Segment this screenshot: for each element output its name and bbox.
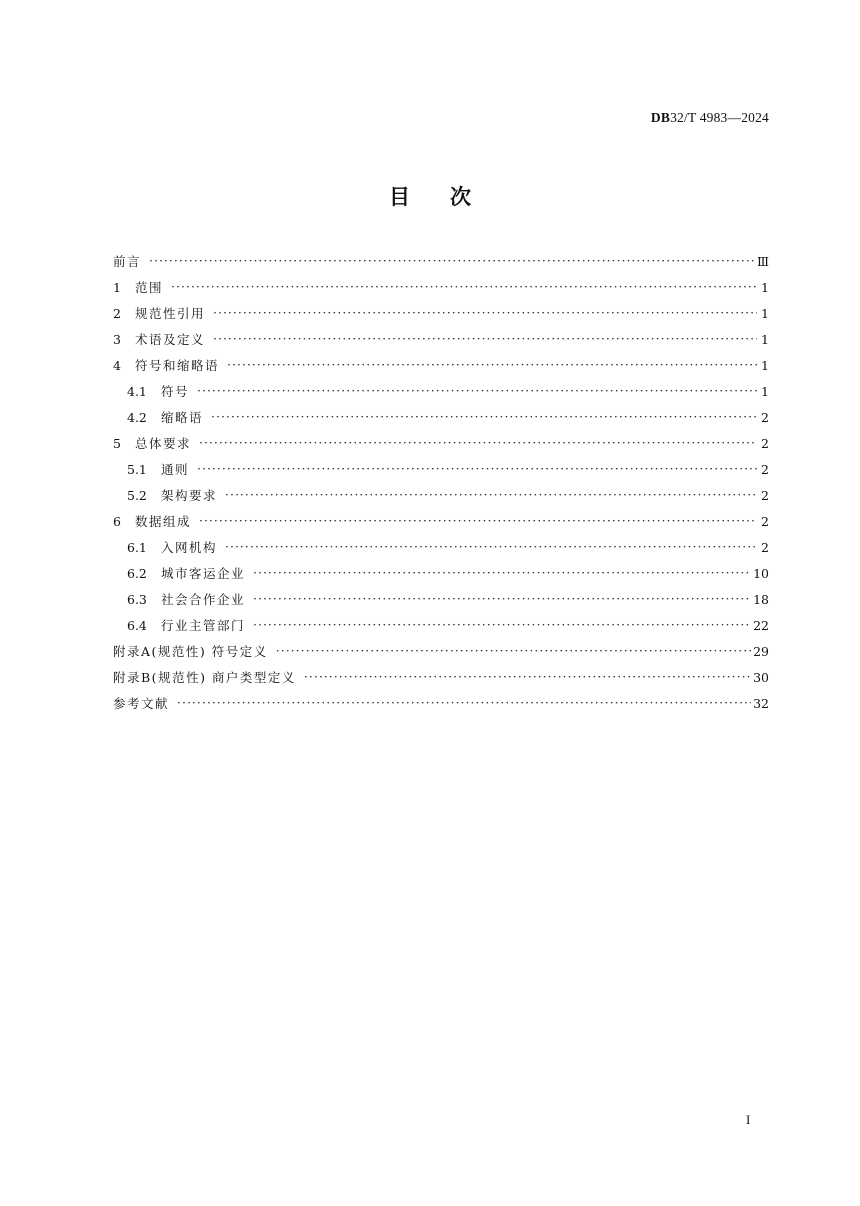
toc-entry-page: 1 (761, 358, 769, 373)
toc-entry-title: 架构要求 (161, 488, 218, 503)
toc-entry-title: 行业主管部门 (161, 618, 246, 633)
toc-entry-number: 6.1 (127, 540, 147, 555)
toc-entry[interactable] (113, 616, 769, 642)
toc-dot-leader (276, 644, 751, 657)
toc-dot-leader (149, 254, 755, 267)
toc-entry[interactable] (113, 460, 769, 486)
toc-entry-number: 5.2 (127, 488, 147, 503)
toc-entry[interactable] (113, 668, 769, 694)
toc-entry-number: 5.1 (127, 462, 147, 477)
toc-dot-leader (213, 306, 757, 319)
toc-entry[interactable] (113, 304, 769, 330)
toc-entry-title: 总体要求 (135, 436, 192, 451)
toc-entry-number: 6.3 (127, 592, 147, 607)
toc-entry-page: 1 (761, 280, 769, 295)
toc-entry-page: 2 (761, 436, 769, 451)
toc-dot-leader (227, 358, 757, 371)
toc-entry-title: 符号和缩略语 (135, 358, 220, 373)
toc-entry[interactable] (113, 252, 769, 278)
toc-entry-page: 2 (761, 540, 769, 555)
toc-entry-number: 5 (113, 436, 121, 451)
toc-dot-leader (177, 696, 751, 709)
toc-entry-page: 2 (761, 462, 769, 477)
toc-entry-number: 4.2 (127, 410, 147, 425)
toc-entry-title: 附录B(规范性) 商户类型定义 (113, 670, 296, 685)
toc-entry[interactable] (113, 356, 769, 382)
toc-entry-title: 城市客运企业 (161, 566, 246, 581)
document-code-prefix: DB (650, 110, 671, 125)
toc-entry-title: 附录A(规范性) 符号定义 (113, 644, 268, 659)
toc-entry[interactable] (113, 278, 769, 304)
toc-entry-number: 2 (113, 306, 121, 321)
toc-dot-leader (253, 618, 751, 631)
toc-entry-title: 范围 (135, 280, 164, 295)
toc-entry-page: 30 (753, 670, 769, 685)
toc-entry-title: 入网机构 (161, 540, 218, 555)
toc-entry-page: 2 (761, 410, 769, 425)
toc-dot-leader (213, 332, 757, 345)
toc-entry-number: 6 (113, 514, 121, 529)
toc-entry-page: Ⅲ (756, 254, 769, 269)
toc-entry[interactable] (113, 564, 769, 590)
toc-entry[interactable] (113, 434, 769, 460)
page-number: I (746, 1112, 751, 1127)
toc-entry-page: 1 (761, 306, 769, 321)
toc-entry-page: 10 (753, 566, 769, 581)
toc-entry-title: 规范性引用 (135, 306, 206, 321)
toc-entry-number: 4 (113, 358, 121, 373)
toc-dot-leader (304, 670, 751, 683)
toc-entry[interactable] (113, 486, 769, 512)
toc-entry[interactable] (113, 694, 769, 720)
toc-entry[interactable] (113, 330, 769, 356)
toc-dot-leader (225, 488, 757, 501)
toc-entry-title: 通则 (161, 462, 190, 477)
toc-entry-page: 22 (753, 618, 769, 633)
toc-entry-title: 前言 (113, 254, 142, 269)
toc-entry-page: 2 (761, 488, 769, 503)
toc-entry-page: 1 (761, 332, 769, 347)
toc-entry-page: 2 (761, 514, 769, 529)
toc-entry[interactable] (113, 512, 769, 538)
toc-title: 目次 (389, 185, 511, 209)
toc-dot-leader (197, 462, 757, 475)
toc-dot-leader (225, 540, 757, 553)
toc-entry-page: 32 (753, 696, 769, 711)
toc-entry-number: 4.1 (127, 384, 147, 399)
toc-entry[interactable] (113, 538, 769, 564)
table-of-contents (113, 252, 769, 720)
toc-dot-leader (253, 566, 751, 579)
document-code-number: 32/T 4983—2024 (670, 110, 769, 125)
toc-entry-number: 6.2 (127, 566, 147, 581)
document-code (651, 110, 769, 126)
toc-entry-page: 18 (753, 592, 769, 607)
toc-entry-page: 29 (753, 644, 769, 659)
toc-entry-title: 社会合作企业 (161, 592, 246, 607)
toc-dot-leader (211, 410, 757, 423)
toc-entry[interactable] (113, 590, 769, 616)
toc-entry-title: 术语及定义 (135, 332, 206, 347)
toc-entry-page: 1 (761, 384, 769, 399)
toc-entry-title: 缩略语 (161, 410, 204, 425)
toc-entry-number: 1 (113, 280, 121, 295)
toc-entry-title: 符号 (161, 384, 190, 399)
toc-entry[interactable] (113, 408, 769, 434)
toc-dot-leader (253, 592, 751, 605)
toc-entry-number: 3 (113, 332, 121, 347)
toc-entry[interactable] (113, 382, 769, 408)
toc-entry-title: 参考文献 (113, 696, 170, 711)
toc-dot-leader (197, 384, 757, 397)
toc-entry-number: 6.4 (127, 618, 147, 633)
toc-dot-leader (199, 436, 757, 449)
toc-entry-title: 数据组成 (135, 514, 192, 529)
toc-entry[interactable] (113, 642, 769, 668)
toc-dot-leader (199, 514, 757, 527)
toc-dot-leader (171, 280, 757, 293)
